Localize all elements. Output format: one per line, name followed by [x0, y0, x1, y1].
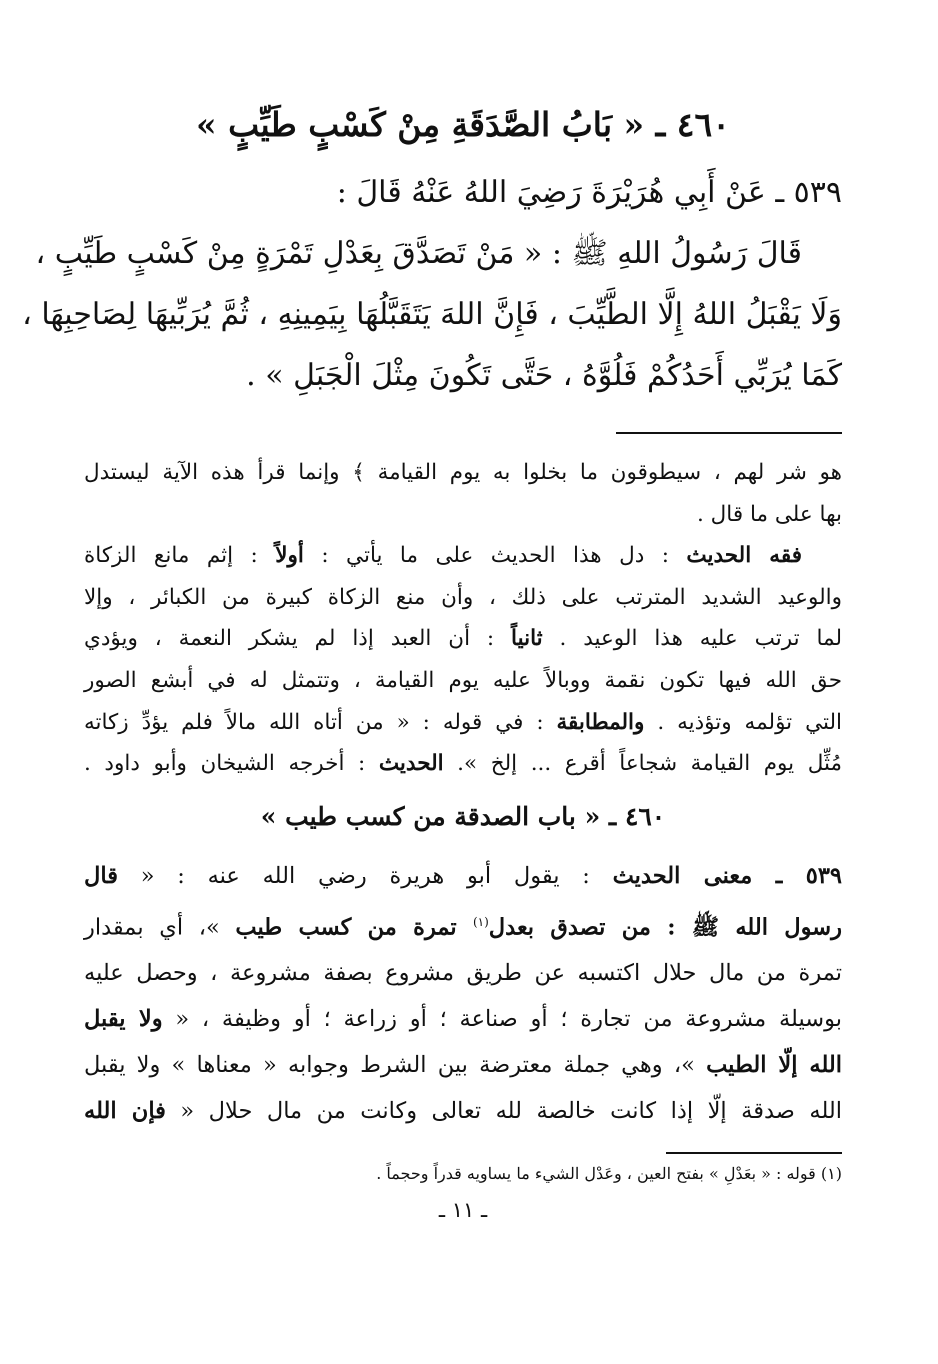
explanation-text: : يقول أبو هريرة رضي الله عنه : « [117, 862, 613, 889]
explanation [84, 853, 842, 1135]
commentary-text: : في قوله : « من أتاه الله مالاً فلم يؤدِّ زكاته [84, 709, 557, 735]
explanation-text: بوسيلة مشروعة من تجارة ؛ أو صناعة ؛ أو زراعة ؛ أو وظيفة ، « [162, 1006, 842, 1033]
hadith-line-4: كَمَا يُرَبِّي أَحَدُكُمْ فَلُوَّهُ ، حَتَّى تَكُونَ مِثْلَ الْجَبَلِ » . [246, 358, 842, 393]
explanation-text: الله صدقة إلّا إذا كانت خالصة لله تعالى وكانت من مال حلال « [165, 1098, 843, 1125]
page [22, 90, 843, 1230]
quote-bold: الله إلّا الطيب [706, 1052, 842, 1079]
explanation-line-6 [84, 1088, 842, 1134]
separator-line [616, 432, 842, 434]
commentary-line-3 [84, 535, 842, 577]
explanation-text: »، أي بمقدار [84, 914, 236, 941]
commentary-text: : أن العبد إذا لم يشكر النعمة ، ويؤدي [84, 626, 512, 652]
quote-bold: تمرة من كسب طيب [235, 914, 473, 941]
chapter-title: ٤٦٠ ـ « بَابُ الصَّدَقَةِ مِنْ كَسْبٍ طَيِّبٍ » [196, 105, 730, 144]
explanation-line-5 [84, 1042, 842, 1088]
quote-bold: قال [84, 862, 118, 889]
commentary-text: مُثِّل يوم القيامة شجاعاً أقرع ... إلخ ». [443, 751, 842, 777]
hadith-line-2: قَالَ رَسُولُ اللهِ ﷺ : « مَنْ تَصَدَّقَ بِعَدْلِ تَمْرَةٍ مِنْ كَسْبٍ طَيِّبٍ ، [35, 236, 802, 271]
commentary-line-5 [84, 618, 842, 660]
footnote-separator [666, 1152, 842, 1154]
page-number: ـ ١١ ـ [438, 1198, 488, 1223]
explanation-line-4 [84, 996, 842, 1042]
explanation-text: »، وهي جملة معترضة بين الشرط وجوابه « معناها » ولا يقبل [84, 1052, 707, 1079]
commentary-text: : إثم مانع الزكاة [84, 543, 276, 569]
commentary [84, 452, 842, 785]
meaning-heading: ٥٣٩ ـ معنى الحديث [612, 862, 842, 889]
hadith-line-1: ٥٣٩ ـ عَنْ أَبِي هُرَيْرَةَ رَضِيَ اللهُ عَنْهُ قَالَ : [336, 175, 842, 210]
quote-bold: رسول الله ﷺ : من تصدق بعدل [488, 914, 842, 941]
commentary-line-1: هو شر لهم ، سيطوقون ما بخلوا به يوم القيامة ﴾ وإنما قرأ هذه الآية ليستدل [84, 460, 842, 485]
hadith-source-label: الحديث [378, 751, 444, 777]
section-title: ٤٦٠ ـ « باب الصدقة من كسب طيب » [260, 801, 666, 831]
commentary-line-7 [84, 702, 842, 744]
commentary-line-2: بها على ما قال . [697, 501, 842, 527]
second-point-label: ثانياً [511, 626, 543, 652]
commentary-text: : أخرجه الشيخان وأبو داود . [84, 751, 379, 777]
quote-bold: فإن الله [84, 1098, 166, 1125]
hadith-line-3: وَلَا يَقْبَلُ اللهُ إِلَّا الطَّيِّبَ ، فَإِنَّ اللهَ يَتَقَبَّلُهَا بِيَمِينِهِ ، ثُمَّ يُرَبِّيهَا لِصَاحِبِهَا ، [22, 297, 842, 332]
commentary-line-6: حق الله فيها تكون نقمة ووبالاً عليه يوم القيامة ، وتتمثل له في أبشع الصور [84, 667, 842, 693]
explanation-line-2 [84, 899, 842, 951]
hadith-text [22, 162, 842, 406]
first-point-label: أولاً [275, 543, 304, 569]
footnote: (١) قوله : « بعَدْلِ » بفتح العين ، وعَدْل الشيء ما يساويه قدراً وحجماً . [376, 1164, 842, 1184]
commentary-text: : دل هذا الحديث على ما يأتي : [303, 543, 687, 569]
explanation-line-1 [84, 853, 842, 899]
correspondence-label: والمطابقة [556, 709, 645, 735]
quote-bold: ولا يقبل [84, 1006, 163, 1033]
footnote-ref: (١) [472, 914, 489, 929]
explanation-line-3: تمرة من مال حلال اكتسبه عن طريق مشروع بصفة مشروعة ، وحصل عليه [84, 960, 842, 987]
commentary-text: لما ترتب عليه هذا الوعيد . [542, 626, 842, 652]
fiqh-heading: فقه الحديث [686, 543, 802, 569]
commentary-text: التي تؤلمه وتؤذيه . [644, 709, 843, 735]
commentary-line-8 [84, 743, 842, 785]
commentary-line-4: والوعيد الشديد المترتب على ذلك ، وأن منع الزكاة كبيرة من الكبائر ، وإلا [84, 584, 842, 610]
